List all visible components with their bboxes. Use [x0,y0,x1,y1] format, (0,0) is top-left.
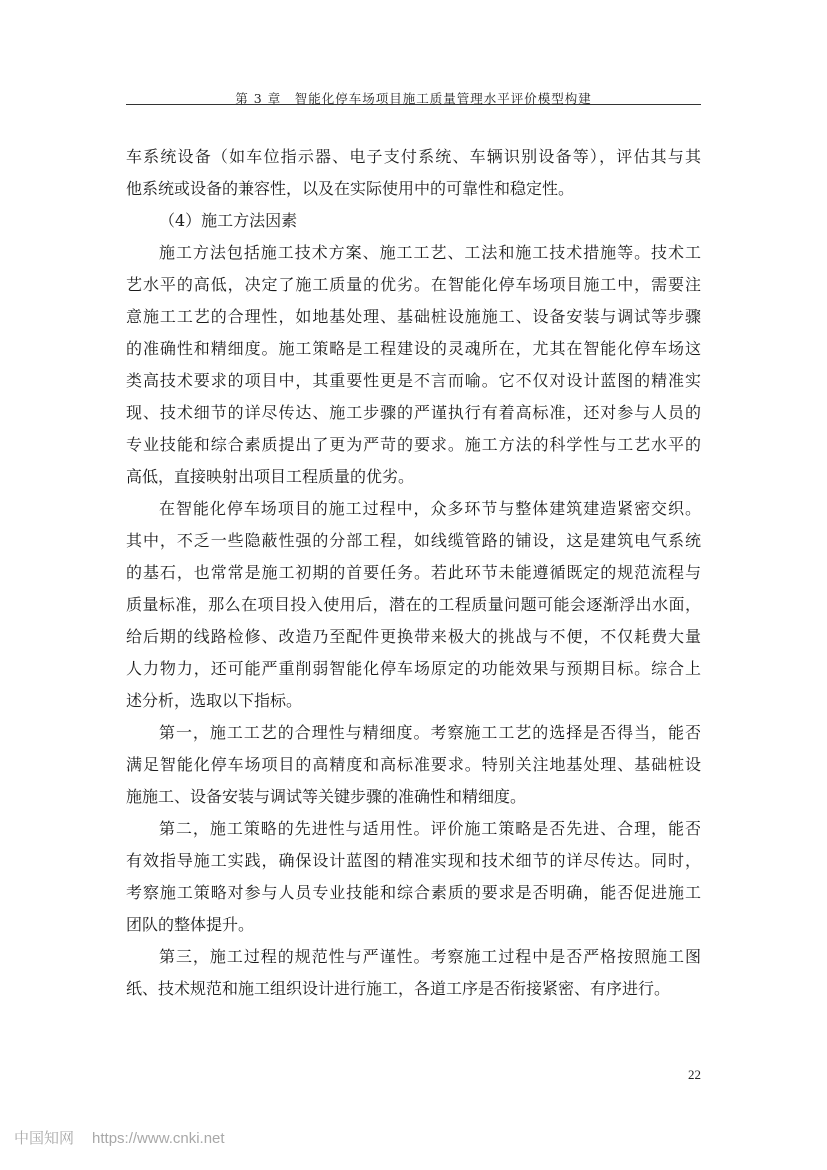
watermark-brand: 中国知网 [14,1130,75,1147]
section-heading-text: （4）施工方法因素 [159,211,298,230]
text-line: 有效指导施工实践，确保设计蓝图的精准实现和技术细节的详尽传达。同时， [126,851,701,870]
text-line: 团队的整体提升。 [126,915,255,934]
text-line: 考察施工策略对参与人员专业技能和综合素质的要求是否明确，能否促进施工 [126,883,701,902]
page-number: 22 [688,1067,701,1082]
text-line: 第二，施工策略的先进性与适用性。评价施工策略是否先进、合理，能否 [159,819,701,838]
text-line: 给后期的线路检修、改造乃至配件更换带来极大的挑战与不便，不仅耗费大量 [126,627,701,646]
section-heading [126,205,701,237]
text-line: 施工方法包括施工技术方案、施工工艺、工法和施工技术措施等。技术工 [159,243,701,262]
text-line: 述分析，选取以下指标。 [126,691,303,710]
paragraph-continued [126,141,701,205]
running-header: 第 3 章 智能化停车场项目施工质量管理水平评价模型构建 [235,91,592,106]
text-line: 类高技术要求的项目中，其重要性更是不言而喻。它不仅对设计蓝图的精准实 [126,371,701,390]
watermark-url: https://www.cnki.net [92,1130,225,1147]
paragraph [126,941,701,1005]
text-line: 现、技术细节的详尽传达、施工步骤的严谨执行有着高标准，还对参与人员的 [126,403,701,422]
watermark [14,1127,243,1148]
paragraph [126,493,701,717]
paragraph [126,717,701,813]
text-line: 艺水平的高低，决定了施工质量的优劣。在智能化停车场项目施工中，需要注 [126,275,701,294]
text-line: 的准确性和精细度。施工策略是工程建设的灵魂所在，尤其在智能化停车场这 [126,339,701,358]
body-text [126,141,701,1005]
text-line: 的基石，也常常是施工初期的首要任务。若此环节未能遵循既定的规范流程与 [126,563,701,582]
text-line: 意施工工艺的合理性，如地基处理、基础桩设施施工、设备安装与调试等步骤 [126,307,701,326]
paragraph [126,237,701,493]
text-line: 第三，施工过程的规范性与严谨性。考察施工过程中是否严格按照施工图 [159,947,701,966]
paragraph [126,813,701,941]
text-line: 他系统或设备的兼容性，以及在实际使用中的可靠性和稳定性。 [126,179,575,198]
text-line: 纸、技术规范和施工组织设计进行施工，各道工序是否衔接紧密、有序进行。 [126,979,671,998]
text-line: 满足智能化停车场项目的高精度和高标准要求。特别关注地基处理、基础桩设 [126,755,701,774]
text-line: 在智能化停车场项目的施工过程中，众多环节与整体建筑建造紧密交织。 [159,499,701,518]
header-rule [126,104,701,105]
text-line: 专业技能和综合素质提出了更为严苛的要求。施工方法的科学性与工艺水平的 [126,435,701,454]
text-line: 第一，施工工艺的合理性与精细度。考察施工工艺的选择是否得当，能否 [159,723,701,742]
text-line: 施施工、设备安装与调试等关键步骤的准确性和精细度。 [126,787,527,806]
text-line: 车系统设备（如车位指示器、电子支付系统、车辆识别设备等），评估其与其 [126,147,701,166]
text-line: 人力物力，还可能严重削弱智能化停车场原定的功能效果与预期目标。综合上 [126,659,701,678]
text-line: 高低，直接映射出项目工程质量的优劣。 [126,467,415,486]
text-line: 质量标准，那么在项目投入使用后，潜在的工程质量问题可能会逐渐浮出水面， [126,595,701,614]
text-line: 其中，不乏一些隐蔽性强的分部工程，如线缆管路的铺设，这是建筑电气系统 [126,531,701,550]
